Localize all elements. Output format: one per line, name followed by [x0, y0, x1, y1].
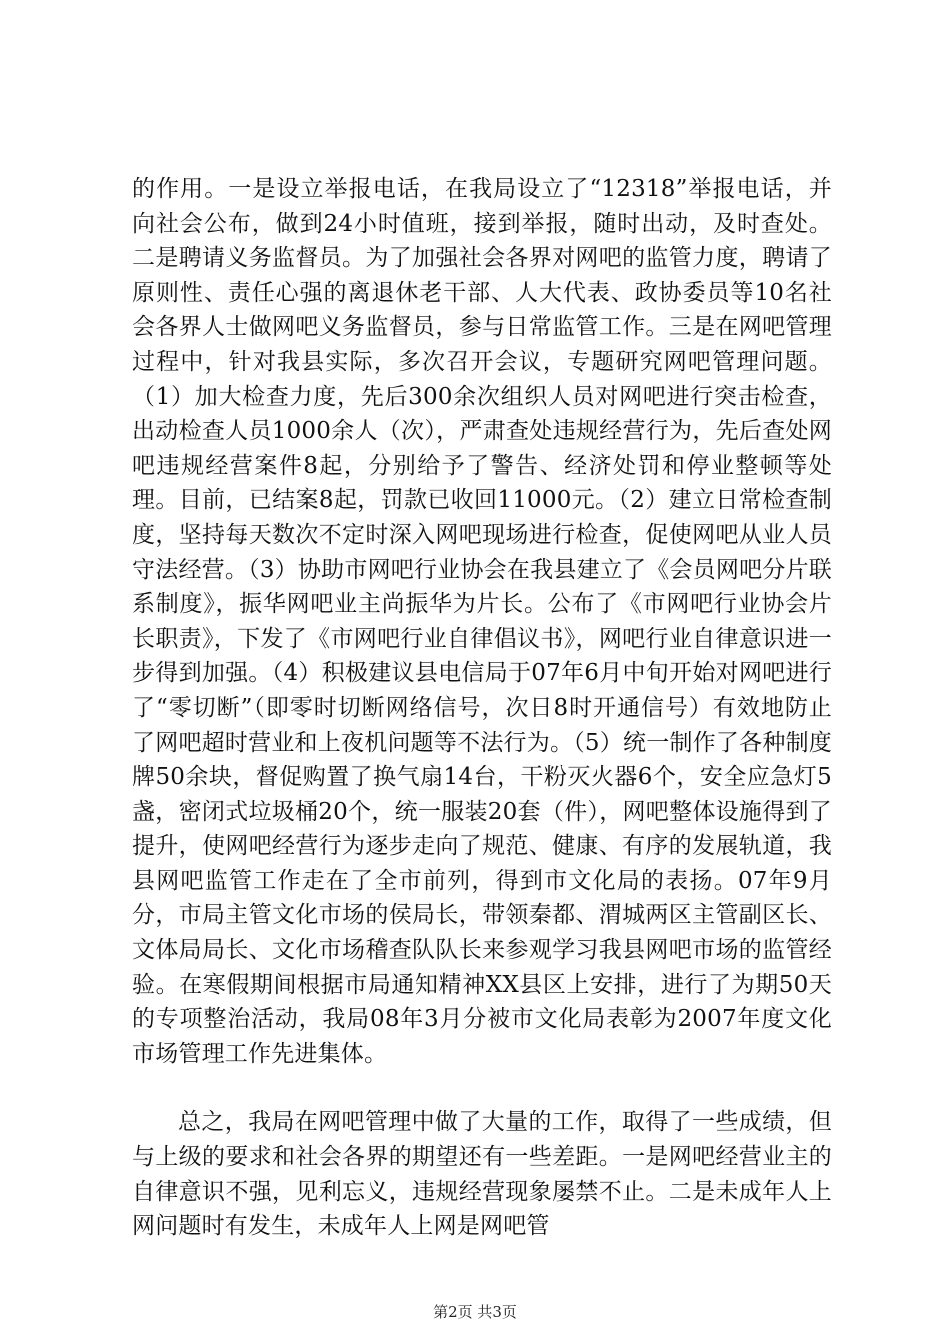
document-body — [132, 172, 832, 1244]
body-paragraph: 总之，我局在网吧管理中做了大量的工作，取得了一些成绩，但与上级的要求和社会各界的期望还有一些差距。一是网吧经营业主的自律意识不强，见利忘义，违规经营现象屡禁不止。二是未成年人上网问题时有发生，未成年人上网是网吧管 — [132, 1109, 832, 1240]
body-paragraph: 的作用。一是设立举报电话，在我局设立了“12318”举报电话，并向社会公布，做到24小时值班，接到举报，随时出动，及时查处。二是聘请义务监督员。为了加强社会各界对网吧的监管力度，聘请了原则性、责任心强的离退休老干部、人大代表、政协委员等10名社会各界人士做网吧义务监督员，参与日常监管工作。三是在网吧管理过程中，针对我县实际，多次召开会议，专题研究网吧管理问题。（1）加大检查力度，先后300余次组织人员对网吧进行突击检查，出动检查人员1000余人（次），严肃查处违规经营行为，先后查处网吧违规经营案件8起，分别给予了警告、经济处罚和停业整顿等处理。目前，已结案8起，罚款已收回11000元。（2）建立日常检查制度，坚持每天数次不定时深入网吧现场进行检查，促使网吧从业人员守法经营。（3）协助市网吧行业协会在我县建立了《会员网吧分片联系制度》，振华网吧业主尚振华为片长。公布了《市网吧行业协会片长职责》，下发了《市网吧行业自律倡议书》，网吧行业自律意识进一步得到加强。（4）积极建议县电信局于07年6月中旬开始对网吧进行了“零切断”（即零时切断网络信号，次日8时开通信号）有效地防止了网吧超时营业和上夜机问题等不法行为。（5）统一制作了各种制度牌50余块，督促购置了换气扇14台，干粉灭火器6个，安全应急灯5盏，密闭式垃圾桶20个，统一服装20套（件），网吧整体设施得到了提升，使网吧经营行为逐步走向了规范、健康、有序的发展轨道，我县网吧监管工作走在了全市前列，得到市文化局的表扬。07年9月分，市局主管文化市场的侯局长，带领秦都、渭城两区主管副区长、文体局局长、文化市场稽查队队长来参观学习我县网吧市场的监管经验。在寒假期间根据市局通知精神XX县区上安排，进行了为期50天的专项整治活动，我局08年3月分被市文化局表彰为2007年度文化市场管理工作先进集体。 — [132, 176, 832, 1067]
page-number-footer: 第2页 共3页 — [433, 1303, 517, 1321]
